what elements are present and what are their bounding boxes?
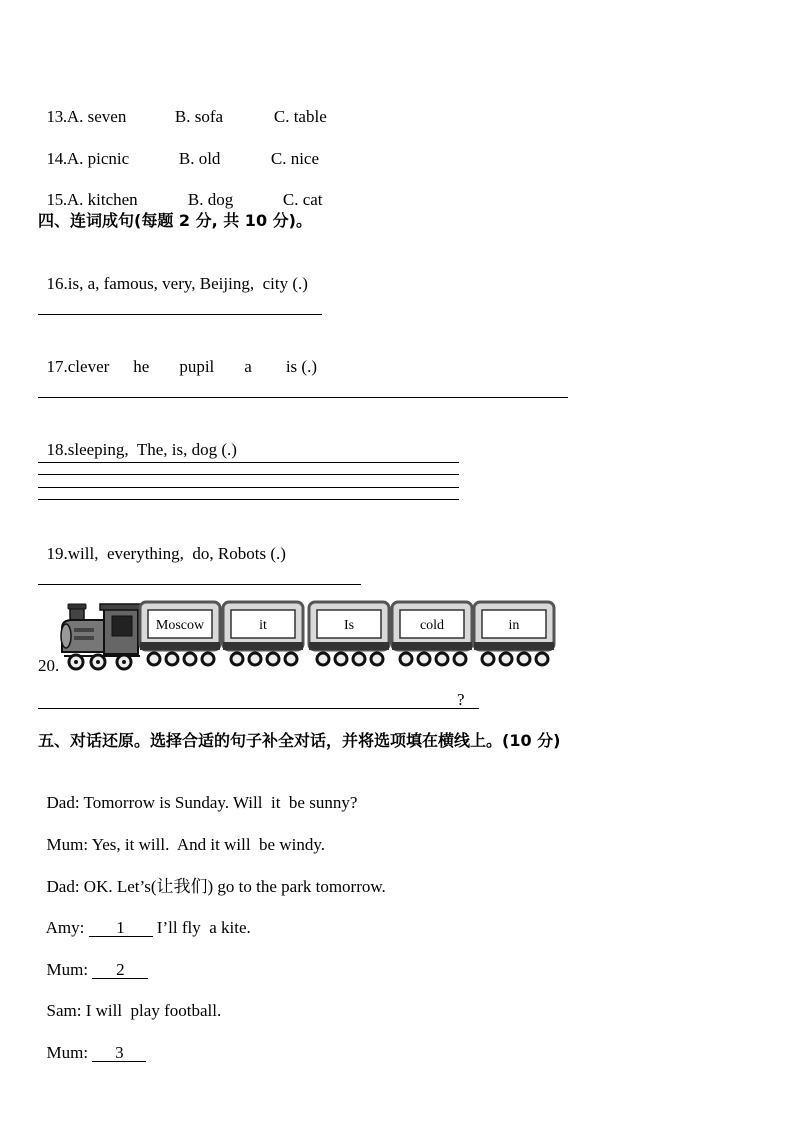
writing-line[interactable]	[38, 474, 459, 475]
answer-line-19[interactable]	[38, 584, 361, 585]
section-4-heading: 四、连词成句(每题 2 分, 共 10 分)。	[38, 211, 312, 230]
train-car-word: it	[259, 618, 267, 633]
wheel-icon	[482, 653, 494, 665]
utterance: I’ll fly a kite.	[156, 918, 251, 937]
question-number: 14.	[46, 149, 67, 168]
option-c: C. table	[273, 107, 327, 126]
wheel-icon	[400, 653, 412, 665]
utterance: Tomorrow is Sunday. Will it be sunny?	[83, 793, 358, 812]
wheel-icon	[353, 653, 365, 665]
wheel-icon	[335, 653, 347, 665]
question-15	[38, 170, 323, 210]
option-c: C. nice	[270, 149, 320, 168]
word-list: is, a, famous, very, Beijing, city (.)	[67, 274, 308, 293]
train-illustration	[60, 600, 560, 672]
writing-line[interactable]	[38, 462, 459, 463]
option-a: A. picnic	[66, 149, 130, 168]
option-b: B. sofa	[174, 107, 224, 126]
train-car-word: Is	[343, 618, 355, 633]
word: he	[133, 357, 150, 376]
wheel-icon	[148, 653, 160, 665]
train-car	[309, 602, 389, 665]
wheel-icon	[317, 653, 329, 665]
wheel-icon	[418, 653, 430, 665]
question-number: 17.	[46, 357, 68, 376]
writing-line[interactable]	[38, 487, 459, 488]
word: is (.)	[285, 357, 317, 376]
train-car-word: in	[508, 618, 520, 633]
utterance: I will play football.	[85, 1001, 222, 1020]
question-19	[38, 524, 286, 564]
question-13	[38, 87, 327, 127]
question-17	[38, 337, 337, 377]
wheel-icon	[454, 653, 466, 665]
answer-line-17[interactable]	[38, 397, 568, 398]
question-number: 13.	[46, 107, 67, 126]
utterance: Yes, it will. And it will be windy.	[91, 835, 325, 854]
question-14	[38, 129, 319, 169]
train-car	[474, 602, 554, 665]
word-list: will, everything, do, Robots (.)	[67, 544, 286, 563]
question-16	[38, 254, 308, 294]
speaker: Amy:	[45, 918, 85, 937]
option-a: A. kitchen	[66, 190, 138, 209]
wheel-icon	[500, 653, 512, 665]
train-car	[223, 602, 303, 665]
train-car	[140, 602, 220, 665]
dialogue-line	[38, 981, 221, 1021]
dialogue-line	[38, 1023, 146, 1063]
writing-line[interactable]	[38, 499, 459, 500]
wheel-icon	[285, 653, 297, 665]
answer-blank-3[interactable]: 3	[92, 1045, 146, 1062]
wheel-icon	[202, 653, 214, 665]
speaker: Dad:	[46, 877, 80, 896]
section-5-heading: 五、对话还原。选择合适的句子补全对话，并将选项填在横线上。(10 分)	[38, 731, 561, 750]
word-list: sleeping, The, is, dog (.)	[67, 440, 237, 459]
word: pupil	[179, 357, 215, 376]
answer-blank-2[interactable]: 2	[92, 962, 148, 979]
train-car-word: cold	[419, 618, 445, 633]
answer-line-16[interactable]	[38, 314, 322, 315]
wheel-icon	[371, 653, 383, 665]
wheel-icon	[184, 653, 196, 665]
speaker: Dad:	[46, 793, 80, 812]
dialogue-line	[38, 898, 251, 938]
question-mark: ?	[457, 690, 465, 709]
wheel-icon	[267, 653, 279, 665]
speaker: Mum:	[46, 960, 89, 979]
speaker: Sam:	[46, 1001, 82, 1020]
option-c: C. cat	[282, 190, 323, 209]
locomotive-icon	[61, 604, 142, 669]
train-car	[392, 602, 472, 665]
question-18	[38, 420, 237, 460]
dialogue-line	[38, 940, 148, 980]
wheel-icon	[166, 653, 178, 665]
wheel-icon	[249, 653, 261, 665]
word: clever	[67, 357, 110, 376]
question-number: 16.	[46, 274, 68, 293]
speaker: Mum:	[46, 835, 89, 854]
train-car-word: Moscow	[155, 618, 205, 633]
dialogue-line	[38, 857, 386, 897]
speaker: Mum:	[46, 1043, 89, 1062]
dialogue-line	[38, 773, 357, 813]
wheel-icon	[518, 653, 530, 665]
option-b: B. dog	[187, 190, 234, 209]
answer-blank-1[interactable]: 1	[89, 920, 153, 937]
utterance: OK. Let’s(让我们) go to the park tomorrow.	[83, 877, 386, 896]
question-number: 15.	[46, 190, 67, 209]
question-number: 19.	[46, 544, 68, 563]
dialogue-line	[38, 815, 325, 855]
word: a	[244, 357, 252, 376]
wheel-icon	[536, 653, 548, 665]
wheel-icon	[231, 653, 243, 665]
option-a: A. seven	[66, 107, 127, 126]
question-20-number: 20.	[38, 656, 60, 675]
wheel-icon	[436, 653, 448, 665]
question-number: 18.	[46, 440, 68, 459]
option-b: B. old	[178, 149, 221, 168]
answer-line-20[interactable]	[38, 708, 479, 709]
